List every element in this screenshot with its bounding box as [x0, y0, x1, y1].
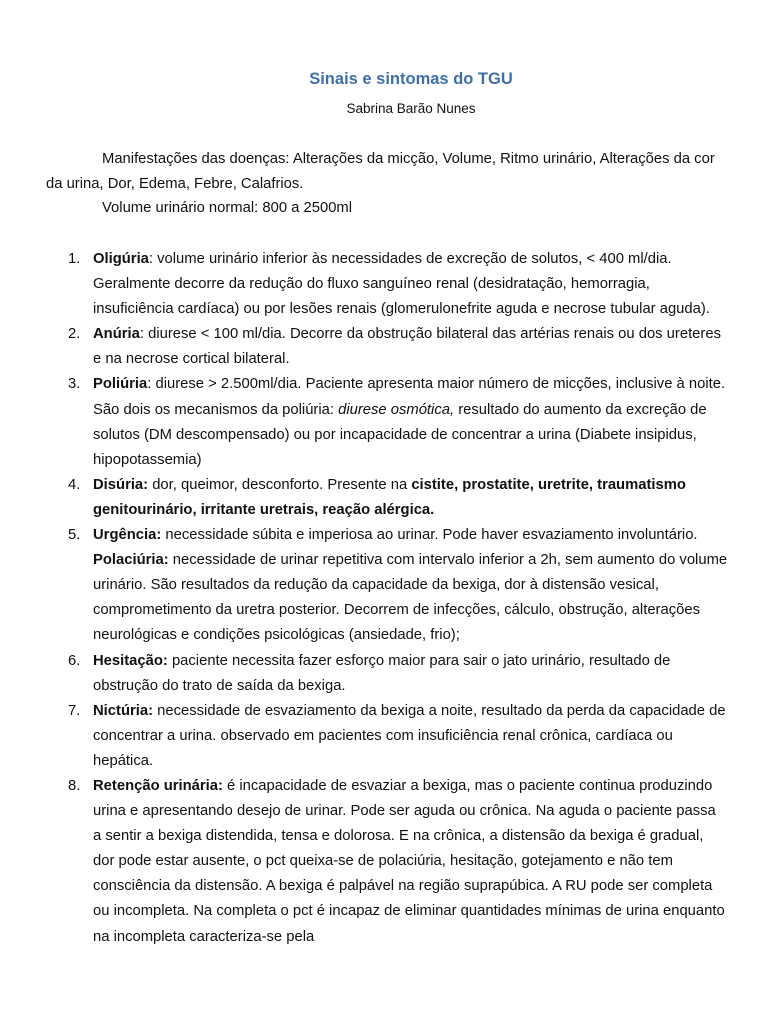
list-item-number: 3.: [68, 376, 81, 393]
list-item-number: 5.: [68, 527, 81, 544]
list-item-text: : diurese < 100 ml/dia. Decorre da obstrução bilateral das artérias renais ou dos ureteres e na necrose cortical bilateral.: [93, 326, 721, 368]
list-item-number: 7.: [68, 702, 81, 719]
list-item-second-term: Polaciúria:: [93, 552, 169, 569]
list-item-number: 6.: [68, 652, 81, 669]
list-item-disuria: [0, 473, 768, 523]
list-item-number: 8.: [68, 777, 81, 794]
list-item-number: 4.: [68, 476, 81, 493]
list-item-term: Oligúria: [93, 251, 149, 267]
list-item-term: Poliúria: [93, 376, 148, 393]
list-item-term: Disúria:: [93, 476, 149, 493]
symptom-list: [0, 247, 768, 950]
list-item-retencao-urinaria: [0, 774, 768, 950]
list-item-text: é incapacidade de esvaziar a bexiga, mas o paciente continua produzindo urina e apresentando desejo de urinar. Pode ser aguda ou crônica. Na aguda o paciente passa a sentir a bexiga distendida, tensa e dolorosa. E na crônica, a distensão da bexiga é gradual, dor pode estar ausente, o pct queixa-se de polaciúria, hesitação, gotejamento e não tem consciência da distensão. A bexiga é palpável na região suprapúbica. A RU pode ser completa ou incompleta. Na completa o pct é incapaz de eliminar quantidades mínimas de urina enquanto na incompleta caracteriza-se pela: [93, 777, 725, 945]
list-item-urgencia: [0, 523, 768, 648]
list-item-nicturia: [0, 699, 768, 774]
list-item-term: Nictúria:: [93, 702, 154, 719]
list-item-text: dor, queimor, desconforto. Presente na: [148, 476, 412, 493]
list-item-number: 1.: [68, 251, 81, 267]
list-item-oliguria: [0, 247, 768, 322]
list-item-term: Anúria: [93, 326, 140, 343]
list-item-bold-text: cistite, prostatite, uretrite, traumatismo genitourinário, irritante uretrais, reação alérgica.: [93, 476, 686, 518]
list-item-term: Urgência:: [93, 527, 162, 544]
list-item-hesitacao: [0, 649, 768, 699]
list-item-anuria: [0, 322, 768, 372]
list-item-text: : diurese > 2.500ml/dia. Paciente apresenta maior número de micções, inclusive à noite. São dois os mecanismos da poliúria:: [93, 376, 726, 418]
intro-paragraph: Manifestações das doenças: Alterações da micção, Volume, Ritmo urinário, Alterações da cor da urina, Dor, Edema, Febre, Calafrios.: [46, 151, 715, 192]
list-item-term: Hesitação:: [93, 652, 168, 669]
document-title: Sinais e sintomas do TGU: [309, 70, 513, 88]
list-item-italic-text: diurese osmótica,: [338, 401, 455, 418]
normal-volume-note: Volume urinário normal: 800 a 2500ml: [102, 200, 353, 216]
list-item-text-continued: necessidade de urinar repetitiva com intervalo inferior a 2h, sem aumento do volume urinário. São resultados da redução da capacidade da bexiga, dor à distensão vesical, comprometimento da uretra posterior. Decorrem de infecções, cálculo, obstrução, alterações neurológicas e condições psicológicas (ansiedade, frio);: [93, 552, 728, 644]
document-author: Sabrina Barão Nunes: [346, 101, 476, 116]
list-item-text: : volume urinário inferior às necessidades de excreção de solutos, < 400 ml/dia. Geralmente decorre da redução do fluxo sanguíneo renal (desidratação, hemorragia, insuficiência cardíaca) ou por lesões renais (glomerulonefrite aguda e necrose tubular aguda).: [93, 251, 710, 318]
list-item-text: necessidade de esvaziamento da bexiga a noite, resultado da perda da capacidade de concentrar a urina. observado em pacientes com insuficiência renal crônica, cardíaca ou hepática.: [93, 702, 726, 769]
list-item-text: necessidade súbita e imperiosa ao urinar. Pode haver esvaziamento involuntário.: [161, 527, 698, 544]
list-item-term: Retenção urinária:: [93, 777, 223, 794]
list-item-poliuria: [0, 372, 768, 472]
list-item-number: 2.: [68, 326, 81, 343]
list-item-text: paciente necessita fazer esforço maior para sair o jato urinário, resultado de obstrução do trato de saída da bexiga.: [93, 652, 671, 694]
list-item-text-continued: resultado do aumento da excreção de solutos (DM descompensado) ou por incapacidade de concentrar a urina (Diabete insipidus, hipopotassemia): [93, 401, 707, 468]
